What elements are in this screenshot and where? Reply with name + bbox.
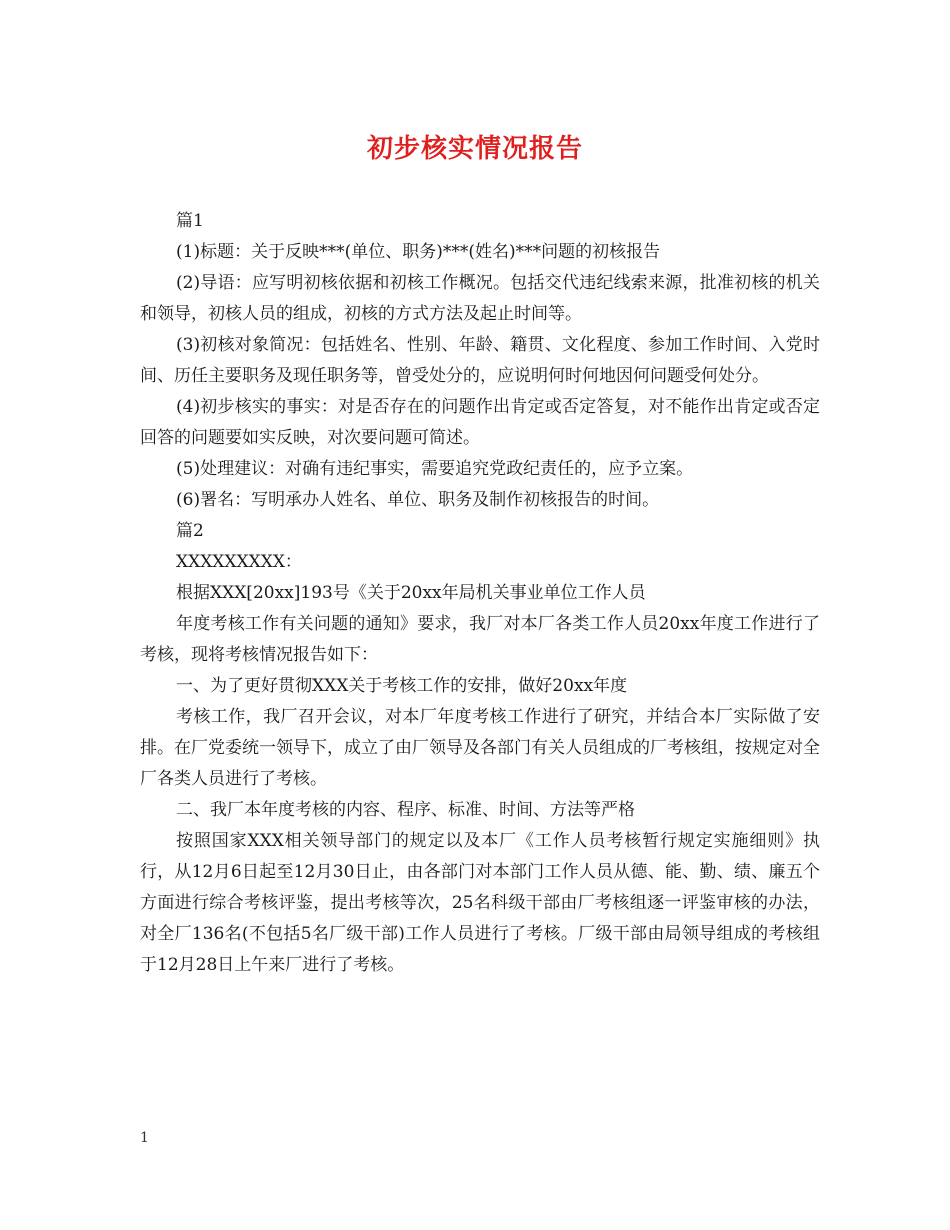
paragraph-point-one: 一、为了更好贯彻XXX关于考核工作的安排，做好20xx年度 xyxy=(176,676,628,696)
paragraph-point-two: 二、我厂本年度考核的内容、程序、标准、时间、方法等严格 xyxy=(176,800,635,820)
paragraph-signature-item: (6)署名：写明承办人姓名、单位、职务及制作初核报告的时间。 xyxy=(176,490,660,510)
paragraph-section-1-heading: 篇1 xyxy=(176,211,204,231)
paragraph-basis-continued: 年度考核工作有关问题的通知》要求，我厂对本厂各类工作人员20xx年度工作进行了考核，现将考核情况报告如下： xyxy=(140,614,820,665)
paragraph-point-two-continued: 按照国家XXX相关领导部门的规定以及本厂《工作人员考核暂行规定实施细则》执行，从12月6日起至12月30日止，由各部门对本部门工作人员从德、能、勤、绩、廉五个方面进行综合考核评鉴，提出考核等次，25名科级干部由厂考核组逐一评鉴审核的办法，对全厂136名(不包括5名厂级干部)工作人员进行了考核。厂级干部由局领导组成的考核组于12月28日上午来厂进行了考核。 xyxy=(140,831,820,975)
paragraph-point-one-continued: 考核工作，我厂召开会议，对本厂年度考核工作进行了研究，并结合本厂实际做了安排。在厂党委统一领导下，成立了由厂领导及各部门有关人员组成的厂考核组，按规定对全厂各类人员进行了考核。 xyxy=(140,707,820,789)
paragraph-suggestion-item: (5)处理建议：对确有违纪事实，需要追究党政纪责任的，应予立案。 xyxy=(176,459,694,479)
paragraph-subject-item: (3)初核对象简况：包括姓名、性别、年龄、籍贯、文化程度、参加工作时间、入党时间、历任主要职务及现任职务等，曾受处分的，应说明何时何地因何问题受何处分。 xyxy=(140,335,820,386)
paragraph-section-2-heading: 篇2 xyxy=(176,521,204,541)
paragraph-facts-item: (4)初步核实的事实：对是否存在的问题作出肯定或否定答复，对不能作出肯定或否定回答的问题要如实反映，对次要问题可简述。 xyxy=(140,397,820,448)
document-title: 初步核实情况报告 xyxy=(366,134,583,164)
document-body xyxy=(140,206,820,981)
page-number: 1 xyxy=(140,1130,149,1146)
paragraph-title-item: (1)标题：关于反映***(单位、职务)***(姓名)***问题的初核报告 xyxy=(176,242,661,262)
paragraph-addressee: XXXXXXXXX： xyxy=(176,552,302,572)
paragraph-basis: 根据XXX[20xx]193号《关于20xx年局机关事业单位工作人员 xyxy=(176,583,646,603)
paragraph-intro-item: (2)导语：应写明初核依据和初核工作概况。包括交代违纪线索来源，批准初核的机关和领导，初核人员的组成，初核的方式方法及起止时间等。 xyxy=(140,273,820,324)
